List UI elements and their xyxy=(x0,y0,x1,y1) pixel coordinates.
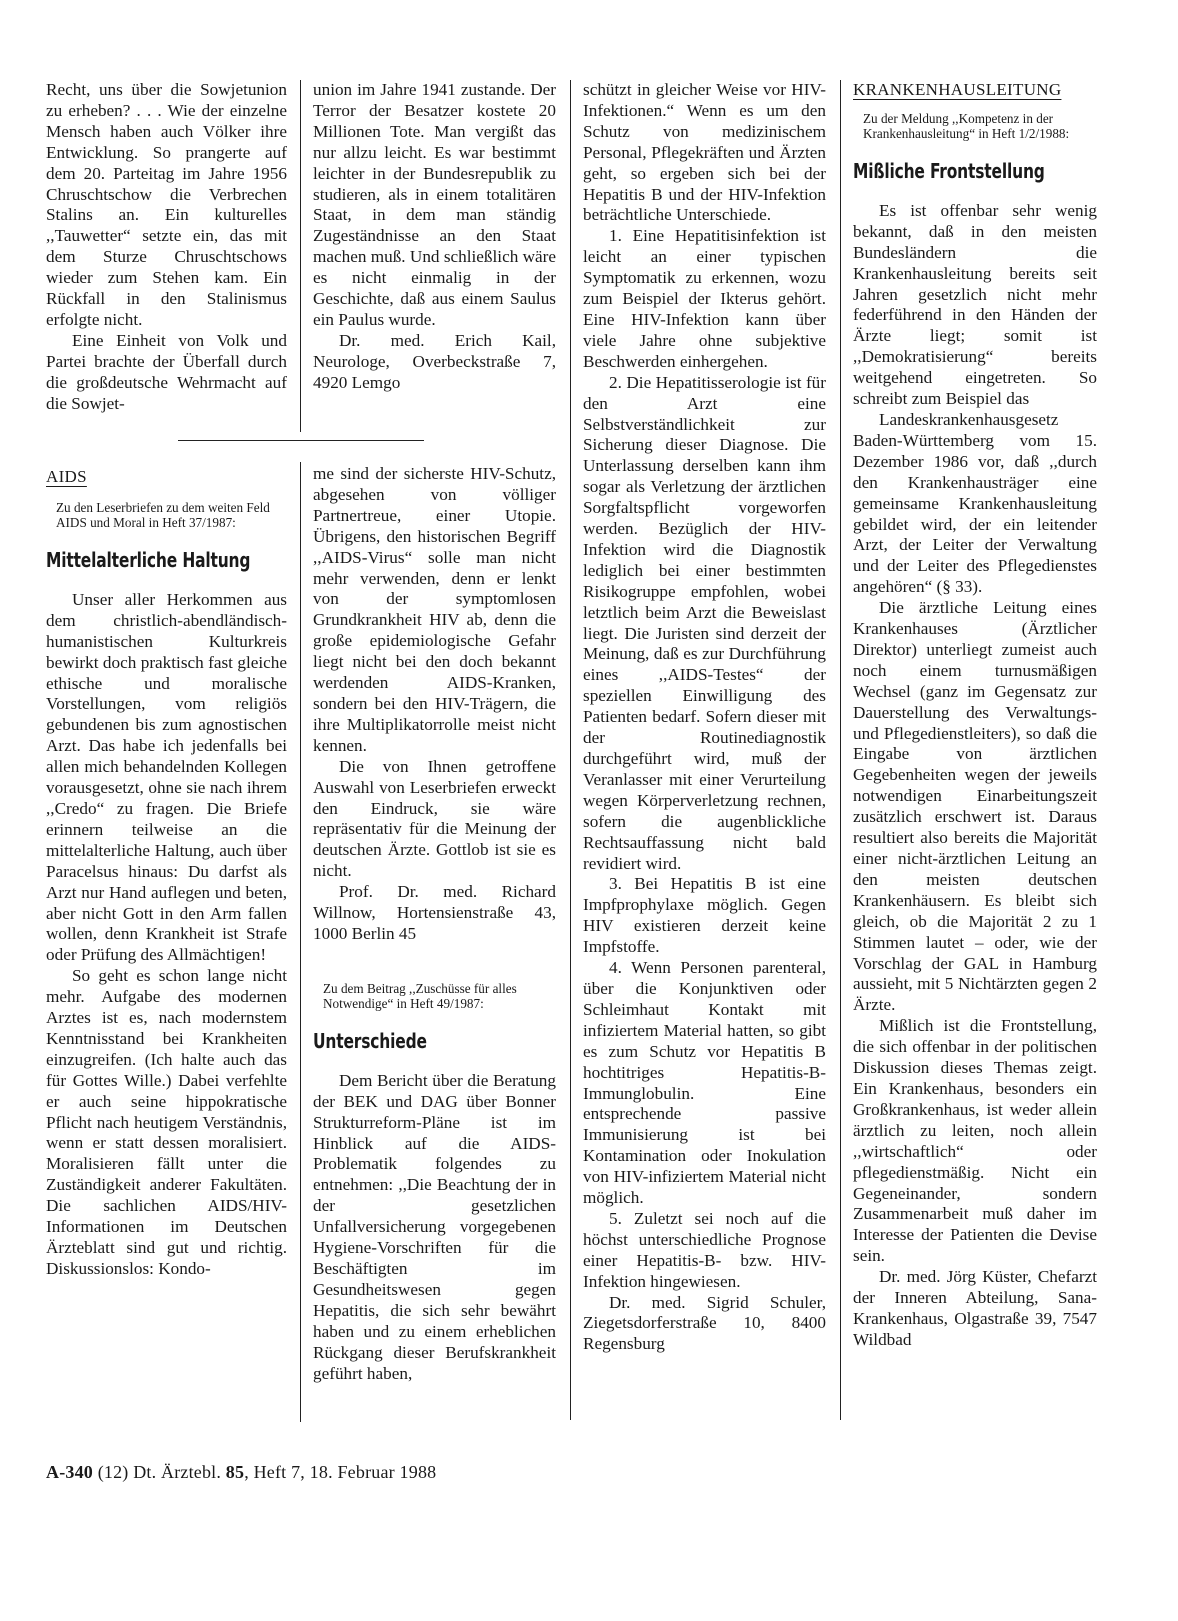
paragraph: 1. Eine Hepatitisinfektion ist leicht an einer typischen Symptomatik zu erkennen, wozu zum Beispiel der Ikterus gehört. Eine HIV-Infektion kann über viele Jahre ohne subjektive Beschwerden einhergehen. xyxy=(583,226,826,371)
paragraph: schützt in gleicher Weise vor HIV-Infektionen.“ Wenn es um den Schutz von medizinischem Personal, Pflegekräften und Ärzten geht, so ergeben sich bei der Hepatitis B und der HIV-Infektion beträchtliche Unterschiede. xyxy=(583,80,826,225)
letter-headline: Mittelalterliche Haltung xyxy=(46,547,251,572)
letter-headline: Unterschiede xyxy=(313,1028,427,1053)
paragraph: Mißlich ist die Frontstellung, die sich offenbar in der politischen Diskussion dieses Themas zeigt. Ein Krankenhaus, besonders ein Großkrankenhaus, ist weder allein ärztlich zu leiten, noch allein ,,wirtschaftlich“ oder pflegedienstmäßig. Nicht ein Gegeneinander, sondern Zusammenarbeit muß daher im Interesse der Patienten die Devise sein. xyxy=(853,1016,1097,1266)
column-divider xyxy=(300,80,301,432)
signature: Dr. med. Jörg Küster, Chefarzt der Inneren Abteilung, Sana-Krankenhaus, Olgastraße 39, 7547 Wildbad xyxy=(853,1267,1097,1349)
paragraph: Recht, uns über die Sowjetunion zu erheben? . . . Wie der einzelne Mensch haben auch Völker ihre Entwicklung. So prangerte auf dem 20. Parteitag im Jahre 1956 Chruschtschow die Verbrechen Stalins an. Ein kulturelles ,,Tauwetter“ setzte ein, das mit dem Sturze Chruschtschows wieder zum Stehen kam. Ein Rückfall in den Stalinismus erfolgte nicht. xyxy=(46,80,287,329)
paragraph: Unser aller Herkommen aus dem christlich-abendländisch-humanistischen Kulturkreis bewirkt doch praktisch fast gleiche ethische und moralische Vorstellungen, vom religiös gebundenen bis zum agnostischen Arzt. Das habe ich jedenfalls bei allen mich behandelnden Kollegen vorausgesetzt, ohne sie nach ihrem ,,Credo“ zu fragen. Die Briefe erinnern teilweise an die mittelalterliche Haltung, auch über Paracelsus hinaus: Du darfst als Arzt nur Hand auflegen und beten, aber nicht Gott in den Arm fallen wollen, denn Krankheit ist Strafe oder Prüfung des Allmächtigen! xyxy=(46,589,287,965)
paragraph: Es ist offenbar sehr wenig bekannt, daß in den meisten Bundesländern die Krankenhausleitung bereits seit Jahren gesetzlich nicht mehr federführend in den Händen der Ärzte liegt; somit ist ,,Demokratisierung“ bereits weitgehend eingetreten. So schreibt zum Beispiel das xyxy=(853,200,1097,409)
paragraph: me sind der sicherste HIV-Schutz, abgesehen von völliger Partnertreue, einer Utopie. Übrigens, den historischen Begriff ,,AIDS-Virus“ solle man nicht mehr verwenden, denn er lenkt von der symptomlosen Grundkrankheit HIV ab, denn die große epidemiologische Gefahr liegt nicht bei den doch bekannt werdenden AIDS-Kranken, sondern bei den HIV-Trägern, die ihre Multiplikatorrolle meist nicht kennen. xyxy=(313,464,556,755)
rubric-aids: AIDS xyxy=(46,467,87,486)
volume-number: 85 xyxy=(225,1462,245,1482)
signature: Dr. med. Sigrid Schuler, Ziegetsdorferstraße 10, 8400 Regensburg xyxy=(583,1292,826,1354)
section-separator xyxy=(178,440,424,441)
paragraph: Die von Ihnen getroffene Auswahl von Leserbriefen erweckt den Eindruck, sie wäre repräsentativ für die Meinung der deutschen Ärzte. Gottlob ist sie es nicht. xyxy=(313,756,556,881)
paragraph: Landeskrankenhausgesetz Baden-Württemberg vom 15. Dezember 1986 vor, daß ,,durch den Krankenhausträger eine gemeinsame Krankenhausleitung gebildet wird, der ein leitender Arzt, der Leiter der Verwaltung und der Leiter des Pflegedienstes angehören“ (§ 33). xyxy=(853,409,1097,597)
rubric-krankenhausleitung: KRANKENHAUSLEITUNG xyxy=(853,80,1062,99)
paragraph: union im Jahre 1941 zustande. Der Terror der Besatzer kostete 20 Millionen Tote. Man vergißt das nur allzu leicht. Es war bestimmt leichter in der Bundesrepublik zu studieren, als in einem totalitären Staat, in dem man ständig Zugeständnisse an den Staat machen muß. Und schließlich wäre es nicht einmalig in der Geschichte, daß aus einem Saulus ein Paulus wurde. xyxy=(313,80,556,329)
paragraph: Eine Einheit von Volk und Partei brachte der Überfall durch die großdeutsche Wehrmacht auf die Sowjet- xyxy=(46,330,287,413)
column-divider xyxy=(840,80,841,1420)
paragraph: Dem Bericht über die Beratung der BEK und DAG über Bonner Strukturreform-Pläne ist im Hinblick auf die AIDS-Problematik folgendes zu entnehmen: ,,Die Beachtung der in der gesetzlichen Unfallversicherung vorgegebenen Hygiene-Vorschriften für die Beschäftigten im Gesundheitswesen gegen Hepatitis, die sich sehr bewährt haben und zu einem erheblichen Rückgang dieser Berufskrankheit geführt haben, xyxy=(313,1070,556,1383)
signature: Prof. Dr. med. Richard Willnow, Hortensienstraße 43, 1000 Berlin 45 xyxy=(313,882,556,943)
paragraph: So geht es schon lange nicht mehr. Aufgabe des modernen Arztes ist es, nach modernstem Kenntnisstand bei Krankheiten einzugreifen. (Ich halte auch das für Gottes Wille.) Dabei verfehlte er auch seine hippokratische Pflicht nach heutigem Verständnis, wenn er statt dessen moralisiert. Moralisieren fällt unter die Zuständigkeit anderer Fakultäten. Die sachlichen AIDS/HIV-Informationen im Deutschen Ärzteblatt sind gut und richtig. Diskussionslos: Kondo- xyxy=(46,966,287,1278)
paragraph: 2. Die Hepatitisserologie ist für den Arzt eine Selbstverständlichkeit zur Sicherung dieser Diagnose. Die Unterlassung derselben kann ihm sogar als Verletzung der ärztlichen Sorgfaltspflicht vorgeworfen werden. Bezüglich der HIV-Infektion wird die Diagnostik lediglich bei einer bestimmten Risikogruppe empfohlen, wobei letztlich beim Arzt die Beweislast liegt. Die Juristen sind derzeit der Meinung, daß es zur Durchführung eines ,,AIDS-Testes“ der speziellen Einwilligung des Patienten bedarf. Sofern dieser mit der Routinediagnostik durchgeführt wird, muß der Veranlasser mit einer Verurteilung wegen Körperverletzung rechnen, sofern die augenblickliche Rechtsauffassung nicht bald revidiert wird. xyxy=(583,372,826,873)
letter-reference: Zu den Leserbriefen zu dem weiten Feld AIDS und Moral in Heft 37/1987: xyxy=(56,499,270,530)
page-number: A-340 xyxy=(46,1462,93,1482)
page-footer xyxy=(46,1462,436,1483)
paragraph: Die ärztliche Leitung eines Krankenhauses (Ärztlicher Direktor) unterliegt zumeist auch noch einem turnusmäßigen Wechsel (ganz im Gegensatz zur Dauerstellung des Verwaltungs- und Pflegedienstleiters), so daß die Eingabe von ärztlichen Gegebenheiten wegen der jeweils notwendigen Einarbeitungszeit zusätzlich erschwert ist. Daraus resultiert also bereits die Majorität einer nicht-ärztlichen Leitung an den meisten deutschen Krankenhäusern. Es bleibt sich gleich, ob die Majorität 2 zu 1 Stimmen lautet – oder, wie der Vorschlag der GAL in Hamburg aussieht, mit 5 Nichtärzten gegen 2 Ärzte. xyxy=(853,598,1097,1015)
col2-top-text xyxy=(313,80,556,394)
paragraph: 4. Wenn Personen parenteral, über die Konjunktiven oder Schleimhaut Kontakt mit infiziertem Material hatten, so gibt es zum Schutz vor Hepatitis B hochtitriges Hepatitis-B-Immunglobulin. Eine entsprechende passive Immunisierung ist bei Kontamination oder Inokulation von HIV-infiziertem Material nicht möglich. xyxy=(583,958,826,1208)
signature: Dr. med. Erich Kail, Neurologe, Overbeckstraße 7, 4920 Lemgo xyxy=(313,330,556,392)
unterschiede-letter-col3 xyxy=(583,80,826,1355)
letter-headline: Mißliche Frontstellung xyxy=(853,158,1045,183)
column-divider xyxy=(570,80,571,1420)
issue-suffix: , Heft 7, 18. Februar 1988 xyxy=(244,1462,437,1482)
paragraph: 5. Zuletzt sei noch auf die höchst unterschiedliche Prognose einer Hepatitis-B- bzw. HIV-Infektion hingewiesen. xyxy=(583,1208,826,1291)
column-divider xyxy=(300,462,301,1422)
paragraph: 3. Bei Hepatitis B ist eine Impfprophylaxe möglich. Gegen HIV existieren derzeit keine Impfstoffe. xyxy=(583,874,826,957)
aids-letter-col1 xyxy=(46,467,287,1280)
letter-reference: Zu der Meldung ,,Kompetenz in der Krankenhausleitung“ in Heft 1/2/1988: xyxy=(863,110,1070,141)
krankenhaus-letter-col4 xyxy=(853,80,1097,1351)
aids-letter-col2 xyxy=(313,464,556,1384)
issue-prefix: (12) Dt. Ärztebl. xyxy=(97,1462,222,1482)
col1-top-text xyxy=(46,80,287,415)
letter-reference: Zu dem Beitrag ,,Zuschüsse für alles Notwendige“ in Heft 49/1987: xyxy=(323,980,517,1011)
